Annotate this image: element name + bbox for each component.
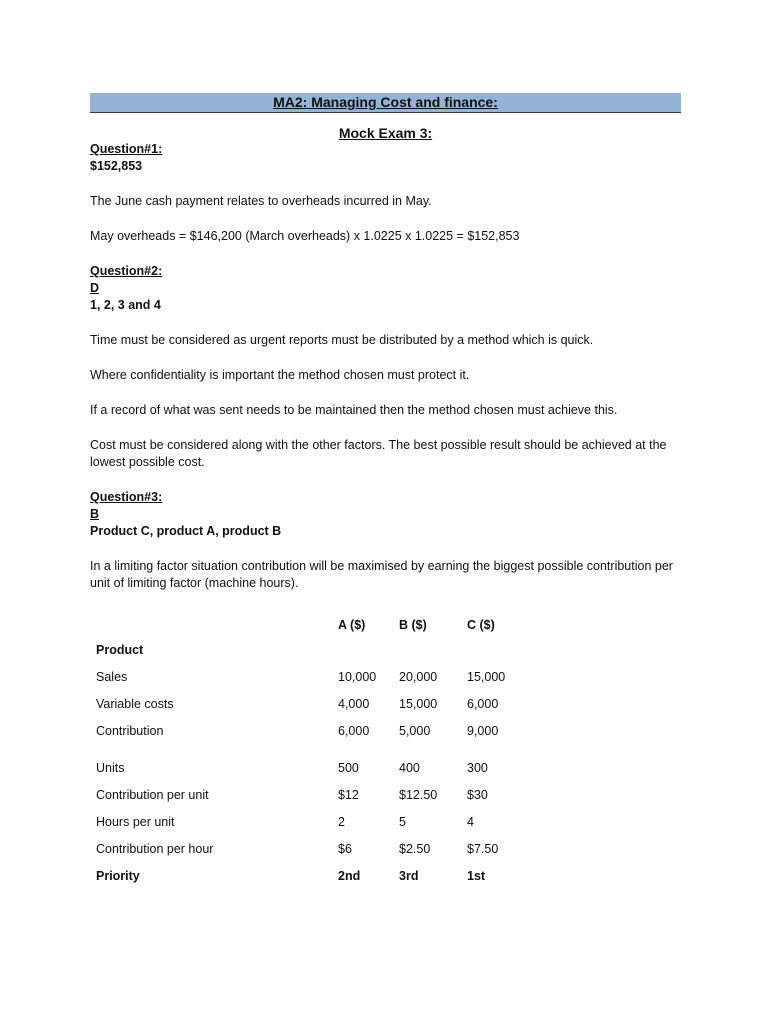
- table-cell: 6,000: [467, 697, 499, 711]
- table-row: [90, 691, 527, 718]
- question-3-letter: B: [90, 507, 100, 521]
- table-cell: 5,000: [399, 724, 431, 738]
- table-row: [90, 755, 527, 782]
- table-cell: $30: [467, 788, 488, 802]
- question-3: [90, 489, 680, 592]
- table-row: [90, 782, 527, 809]
- table-cell: $12.50: [399, 788, 438, 802]
- table-cell: $12: [338, 788, 359, 802]
- table-header-cell: B ($): [399, 618, 427, 632]
- table-cell: 9,000: [467, 724, 499, 738]
- table-header-cell: C ($): [467, 618, 495, 632]
- table-cell: [399, 637, 467, 664]
- document-title: MA2: Managing Cost and finance:: [273, 94, 498, 110]
- question-3-paragraph: In a limiting factor situation contribution will be maximised by earning the biggest possible contribution per unit of limiting factor (machine hours).: [90, 559, 673, 590]
- table-cell: 2nd: [338, 869, 361, 883]
- table-cell: 4,000: [338, 697, 370, 711]
- table-cell: Units: [96, 761, 125, 775]
- question-1-answer: $152,853: [90, 159, 143, 173]
- table-cell: 2: [338, 815, 345, 829]
- document-subtitle-block: [90, 124, 681, 142]
- table-cell: Sales: [96, 670, 128, 684]
- table-header-cell: [90, 614, 338, 637]
- question-2-paragraph: Cost must be considered along with the other factors. The best possible result should be achieved at the lowest possible cost.: [90, 438, 667, 469]
- table-spacer-row: [90, 745, 527, 755]
- question-2-title: Question#2:: [90, 264, 163, 278]
- question-1: [90, 141, 680, 263]
- question-2-answer: 1, 2, 3 and 4: [90, 298, 161, 312]
- document-body: [90, 141, 680, 592]
- table-cell: 400: [399, 761, 420, 775]
- table-cell: 6,000: [338, 724, 370, 738]
- table-cell: Hours per unit: [96, 815, 175, 829]
- table-cell: $2.50: [399, 842, 431, 856]
- table-cell: Priority: [96, 869, 140, 883]
- table-row: [90, 637, 527, 664]
- table-header-cell: A ($): [338, 618, 366, 632]
- table-cell: 500: [338, 761, 359, 775]
- table-cell: $7.50: [467, 842, 499, 856]
- question-1-paragraph: The June cash payment relates to overheads incurred in May.: [90, 194, 432, 208]
- table-cell: Contribution: [96, 724, 164, 738]
- question-2-paragraph: Where confidentiality is important the method chosen must protect it.: [90, 368, 470, 382]
- table-row: [90, 718, 527, 745]
- table-cell: 1st: [467, 869, 486, 883]
- question-1-paragraph: May overheads = $146,200 (March overheads) x 1.0225 x 1.0225 = $152,853: [90, 229, 520, 243]
- table-row: [90, 664, 527, 691]
- table-cell: Contribution per unit: [96, 788, 209, 802]
- table-cell: 4: [467, 815, 474, 829]
- table-cell: 3rd: [399, 869, 419, 883]
- contribution-table: [90, 614, 527, 890]
- question-1-title: Question#1:: [90, 142, 163, 156]
- table-cell: 300: [467, 761, 488, 775]
- question-2: [90, 263, 680, 489]
- table-cell: [467, 637, 527, 664]
- table-header-row: [90, 614, 527, 637]
- table-cell: Contribution per hour: [96, 842, 214, 856]
- table-row: [90, 863, 527, 890]
- table-cell: 5: [399, 815, 406, 829]
- table-cell: 10,000: [338, 670, 377, 684]
- table-cell: 15,000: [399, 697, 438, 711]
- table-cell: Product: [96, 643, 144, 657]
- table-row: [90, 836, 527, 863]
- question-2-paragraph: If a record of what was sent needs to be maintained then the method chosen must achieve this.: [90, 403, 618, 417]
- question-2-letter: D: [90, 281, 100, 295]
- table-cell: $6: [338, 842, 352, 856]
- table-cell: Variable costs: [96, 697, 174, 711]
- question-2-paragraph: Time must be considered as urgent reports must be distributed by a method which is quick.: [90, 333, 594, 347]
- table-cell: [338, 637, 399, 664]
- table-cell: 15,000: [467, 670, 506, 684]
- table-cell: 20,000: [399, 670, 438, 684]
- question-3-title: Question#3:: [90, 490, 163, 504]
- question-3-answer: Product C, product A, product B: [90, 524, 282, 538]
- table-row: [90, 809, 527, 836]
- document-subtitle: Mock Exam 3:: [338, 125, 433, 141]
- document-title-banner: [90, 93, 681, 113]
